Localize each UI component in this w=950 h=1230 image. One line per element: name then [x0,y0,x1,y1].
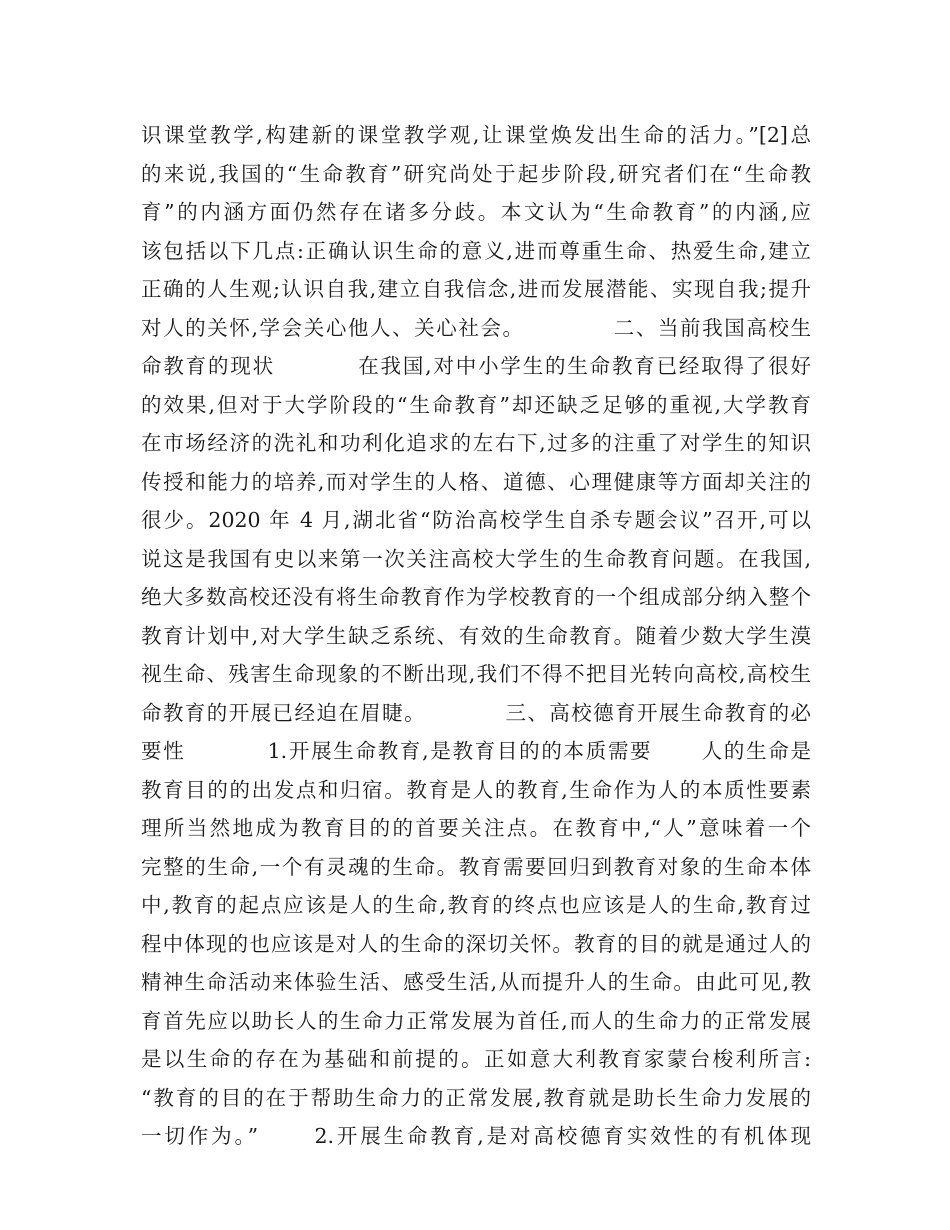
text-line: 的来说,我国的“生命教育”研究尚处于起步阶段,研究者们在“生命教 [141,161,811,186]
text-line: 精神生命活动来体验生活、感受生活,从而提升人的生命。由此可见,教 [141,970,811,994]
text-line: 识课堂教学,构建新的课堂教学观,让课堂焕发出生命的活力。”[2]总 [141,123,811,147]
text-line: 教育目的的出发点和归宿。教育是人的教育,生命作为人的本质性要素 [141,777,811,802]
text-line: 要性 1.开展生命教育,是教育目的的本质需要 人的生命是 [141,739,811,763]
text-line: 视生命、残害生命现象的不断出现,我们不得不把目光转向高校,高校生 [141,662,811,686]
text-line: 中,教育的起点应该是人的生命,教育的终点也应该是人的生命,教育过 [141,893,811,917]
text-line: 说这是我国有史以来第一次关注高校大学生的生命教育问题。在我国, [141,546,811,571]
text-line: 对人的关怀,学会关心他人、关心社会。 二、当前我国高校生 [141,315,811,340]
text-line: 一切作为。” 2.开展生命教育,是对高校德育实效性的有机体现 [141,1124,811,1148]
text-line: 在市场经济的洗礼和功利化追求的左右下,过多的注重了对学生的知识 [141,431,811,455]
text-line: 正确的人生观;认识自我,建立自我信念,进而发展潜能、实现自我;提升 [141,277,811,301]
text-line: 育”的内涵方面仍然存在诸多分歧。本文认为“生命教育”的内涵,应 [141,200,811,224]
text-line: “教育的目的在于帮助生命力的正常发展,教育就是助长生命力发展的 [141,1085,811,1110]
text-line: 程中体现的也应该是对人的生命的深切关怀。教育的目的就是通过人的 [141,931,811,956]
text-line: 很少。2020 年 4 月,湖北省“防治高校学生自杀专题会议”召开,可以 [141,508,811,532]
text-line: 教育计划中,对大学生缺乏系统、有效的生命教育。随着少数大学生漠 [141,623,811,648]
text-line: 绝大多数高校还没有将生命教育作为学校教育的一个组成部分纳入整个 [141,585,811,609]
text-line: 是以生命的存在为基础和前提的。正如意大利教育家蒙台梭利所言: [141,1047,811,1071]
text-line: 育首先应以助长人的生命力正常发展为首任,而人的生命力的正常发展 [141,1008,811,1033]
text-line: 命教育的现状 在我国,对中小学生的生命教育已经取得了很好 [141,354,811,378]
body-text [141,116,811,1156]
text-line: 的效果,但对于大学阶段的“生命教育”却还缺乏足够的重视,大学教育 [141,392,811,417]
text-line: 传授和能力的培养,而对学生的人格、道德、心理健康等方面却关注的 [141,469,811,494]
text-line: 完整的生命,一个有灵魂的生命。教育需要回归到教育对象的生命本体 [141,854,811,879]
text-line: 该包括以下几点:正确认识生命的意义,进而尊重生命、热爱生命,建立 [141,238,811,263]
text-line: 理所当然地成为教育目的的首要关注点。在教育中,“人”意味着一个 [141,816,811,840]
text-line: 命教育的开展已经迫在眉睫。 三、高校德育开展生命教育的必 [141,700,811,725]
